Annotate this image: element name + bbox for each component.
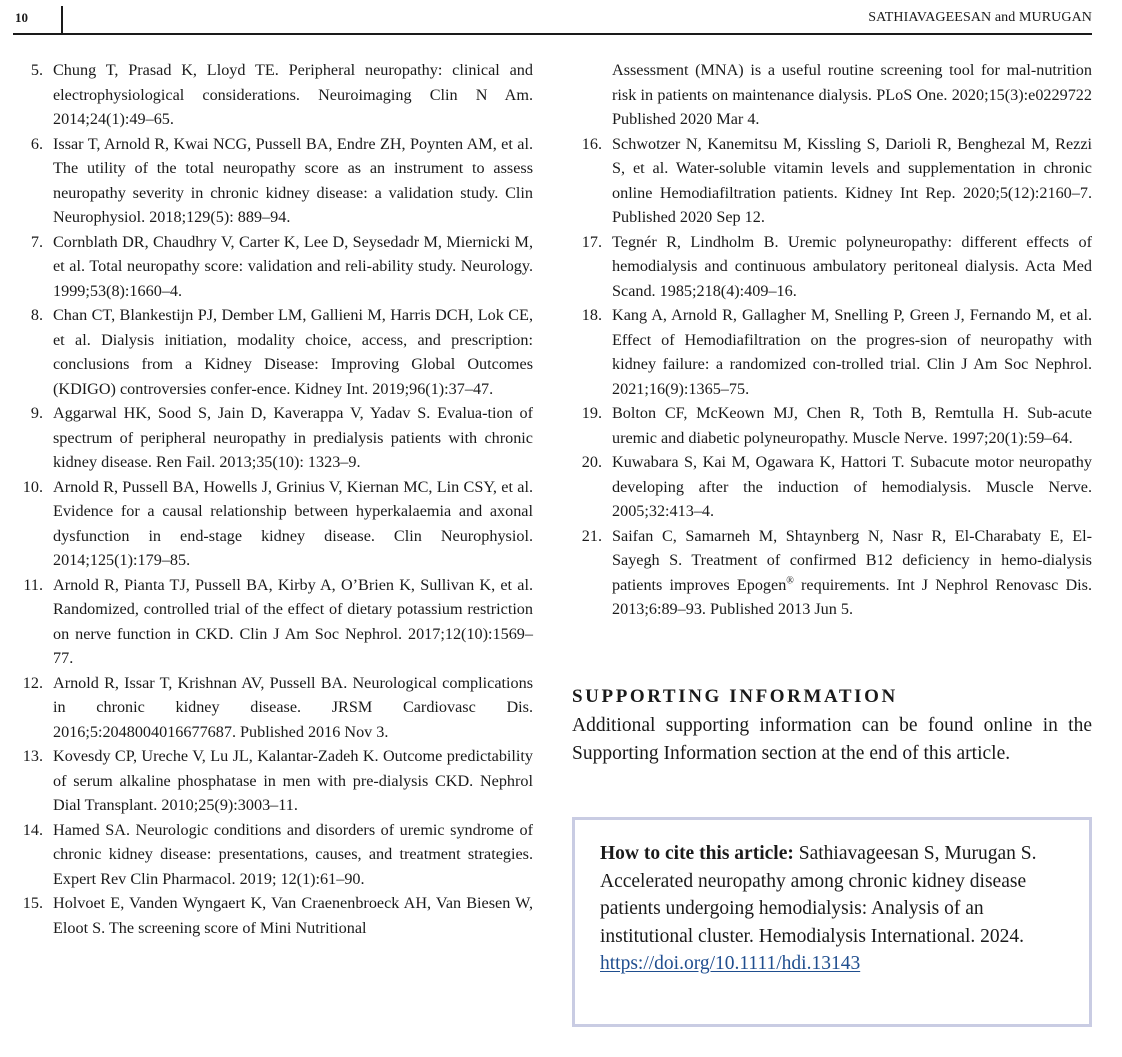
doi-link[interactable]: https://doi.org/10.1111/hdi.13143 <box>600 953 861 974</box>
reference-item <box>572 303 1092 401</box>
reference-number: 17. <box>581 232 602 251</box>
reference-item <box>13 401 533 475</box>
right-column <box>572 58 1092 622</box>
reference-number: 15. <box>22 894 43 912</box>
reference-number: 7. <box>30 232 43 251</box>
reference-text <box>612 524 1092 622</box>
reference-text-part: Saifan C, Samarneh M, Shtaynberg N, Nasr R, El-Charabaty E, El-Sayegh S. Treatment of confirmed B12 deficiency in hemo-dialysis patients improves Epogen <box>612 526 1092 594</box>
reference-text: Tegnér R, Lindholm B. Uremic polyneuropathy: different effects of hemodialysis and continuous ambulatory peritoneal dialysis. Acta Med Scand. 1985;218(4):409–16. <box>612 232 1092 300</box>
reference-number: 13. <box>22 747 43 765</box>
reference-text: Holvoet E, Vanden Wyngaert K, Van Craenenbroeck AH, Van Biesen W, Eloot S. The screening score of Mini Nutritional <box>53 894 533 937</box>
reference-text: Bolton CF, McKeown MJ, Chen R, Toth B, Remtulla H. Sub-acute uremic and diabetic polyneuropathy. Muscle Nerve. 1997;20(1):59–64. <box>612 404 1092 447</box>
reference-number: 14. <box>22 820 43 839</box>
section-heading: SUPPORTING INFORMATION <box>572 686 898 707</box>
citation-body: Sathiavageesan S, Murugan S. Accelerated neuropathy among chronic kidney disease patients undergoing hemodialysis: Analysis of an institutional cluster. Hemodialysis International. 2024. <box>600 843 1037 947</box>
running-head: SATHIAVAGEESAN and MURUGAN <box>868 10 1092 25</box>
reference-text: Arnold R, Issar T, Krishnan AV, Pussell BA. Neurological complications in chronic kidney disease. JRSM Cardiovasc Dis. 2016;5:2048004016677687. Published 2016 Nov 3. <box>53 673 533 741</box>
reference-item <box>13 475 533 573</box>
reference-list-left <box>13 58 533 940</box>
reference-item <box>572 450 1092 524</box>
supporting-information-section <box>572 684 1092 768</box>
reference-number: 9. <box>30 404 43 422</box>
left-column <box>13 58 533 940</box>
citation-text <box>600 840 1060 978</box>
reference-item <box>13 230 533 304</box>
reference-text: Chan CT, Blankestijn PJ, Dember LM, Gallieni M, Harris DCH, Lok CE, et al. Dialysis initiation, modality choice, access, and prescription: conclusions from a Kidney Disease: Improving Global Outcomes (KDIGO) controversies confer-ence. Kidney Int. 2019;96(1):37–47. <box>53 306 533 398</box>
reference-item <box>13 303 533 401</box>
citation-label: How to cite this article: <box>600 843 794 864</box>
reference-text: Hamed SA. Neurologic conditions and disorders of uremic syndrome of chronic kidney disease: presentations, causes, and treatment strategies. Expert Rev Clin Pharmacol. 2019; 12(1):61–90. <box>53 820 533 888</box>
section-body: Additional supporting information can be found online in the Supporting Information section at the end of this article. <box>572 715 1092 764</box>
reference-text: Kovesdy CP, Ureche V, Lu JL, Kalantar-Zadeh K. Outcome predictability of serum alkaline phosphatase in men with pre-dialysis CKD. Nephrol Dial Transplant. 2010;25(9):3003–11. <box>53 747 533 814</box>
citation-box <box>572 817 1092 1027</box>
reference-item <box>13 58 533 132</box>
reference-item <box>13 744 533 818</box>
reference-number: 5. <box>30 61 43 79</box>
reference-text: Issar T, Arnold R, Kwai NCG, Pussell BA, Endre ZH, Poynten AM, et al. The utility of the total neuropathy score as an instrument to assess neuropathy severity in chronic kidney disease: a validation study. Clin Neurophysiol. 2018;129(5): 889–94. <box>53 134 533 226</box>
reference-text: Schwotzer N, Kanemitsu M, Kissling S, Darioli R, Benghezal M, Rezzi S, et al. Water-soluble vitamin levels and supplementation in chronic online Hemodiafiltration patients. Kidney Int Rep. 2020;5(12):2160–7. Published 2020 Sep 12. <box>612 134 1092 226</box>
reference-item <box>572 524 1092 622</box>
reference-item <box>13 573 533 671</box>
header-vertical-rule <box>61 6 63 34</box>
reference-number: 12. <box>22 673 43 692</box>
reference-item <box>13 132 533 230</box>
reference-number: 21. <box>581 526 602 545</box>
reference-text: Kang A, Arnold R, Gallagher M, Snelling P, Green J, Fernando M, et al. Effect of Hemodiafiltration on the progres-sion of neuropathy with kidney failure: a randomized con-trolled trial. Clin J Am Soc Nephrol. 2021;16(9):1365–75. <box>612 306 1092 398</box>
reference-item <box>572 230 1092 304</box>
reference-item <box>572 401 1092 450</box>
reference-item <box>13 891 533 940</box>
reference-text: Kuwabara S, Kai M, Ogawara K, Hattori T. Subacute motor neuropathy developing after the induction of hemodialysis. Muscle Nerve. 2005;32:413–4. <box>612 453 1092 520</box>
reference-text: Arnold R, Pianta TJ, Pussell BA, Kirby A, O’Brien K, Sullivan K, et al. Randomized, controlled trial of the effect of dietary potassium restriction on nerve function in CKD. Clin J Am Soc Nephrol. 2017;12(10):1569–77. <box>53 575 533 667</box>
reference-text: Chung T, Prasad K, Lloyd TE. Peripheral neuropathy: clinical and electrophysiological considerations. Neuroimaging Clin N Am. 2014;24(1):49–65. <box>53 61 533 128</box>
reference-text: Aggarwal HK, Sood S, Jain D, Kaverappa V, Yadav S. Evalua-tion of spectrum of peripheral neuropathy in predialysis patients with chronic kidney disease. Ren Fail. 2013;35(10): 1323–9. <box>53 404 533 471</box>
reference-number: 10. <box>22 477 43 496</box>
reference-number: 8. <box>30 306 43 324</box>
reference-number: 18. <box>581 306 602 324</box>
reference-list-right <box>572 132 1092 622</box>
page-number: 10 <box>15 10 28 25</box>
reference-number: 11. <box>23 575 43 594</box>
reference-text-part: requirements. Int J Nephrol Renovasc Dis. 2013;6:89–93. Published 2013 Jun 5. <box>612 575 1092 618</box>
registered-trademark-symbol: ® <box>786 575 794 587</box>
reference-number: 6. <box>30 134 43 153</box>
reference-item <box>13 818 533 892</box>
page-header <box>0 0 1122 40</box>
reference-text: Cornblath DR, Chaudhry V, Carter K, Lee D, Seysedadr M, Miernicki M, et al. Total neuropathy score: validation and reli-ability study. Neurology. 1999;53(8):1660–4. <box>53 232 533 300</box>
reference-number: 20. <box>581 453 602 471</box>
reference-text: Arnold R, Pussell BA, Howells J, Grinius V, Kiernan MC, Lin CSY, et al. Evidence for a causal relationship between hyperkalaemia and axonal dysfunction in end-stage kidney disease. Clin Neurophysiol. 2014;125(1):179–85. <box>53 477 533 569</box>
reference-number: 16. <box>581 134 602 153</box>
reference-item <box>572 132 1092 230</box>
reference-number: 19. <box>581 404 602 422</box>
reference-item <box>13 671 533 745</box>
reference-continuation: Assessment (MNA) is a useful routine screening tool for mal-nutrition risk in patients on maintenance dialysis. PLoS One. 2020;15(3):e0229722 Published 2020 Mar 4. <box>612 61 1092 128</box>
header-horizontal-rule <box>13 33 1092 35</box>
